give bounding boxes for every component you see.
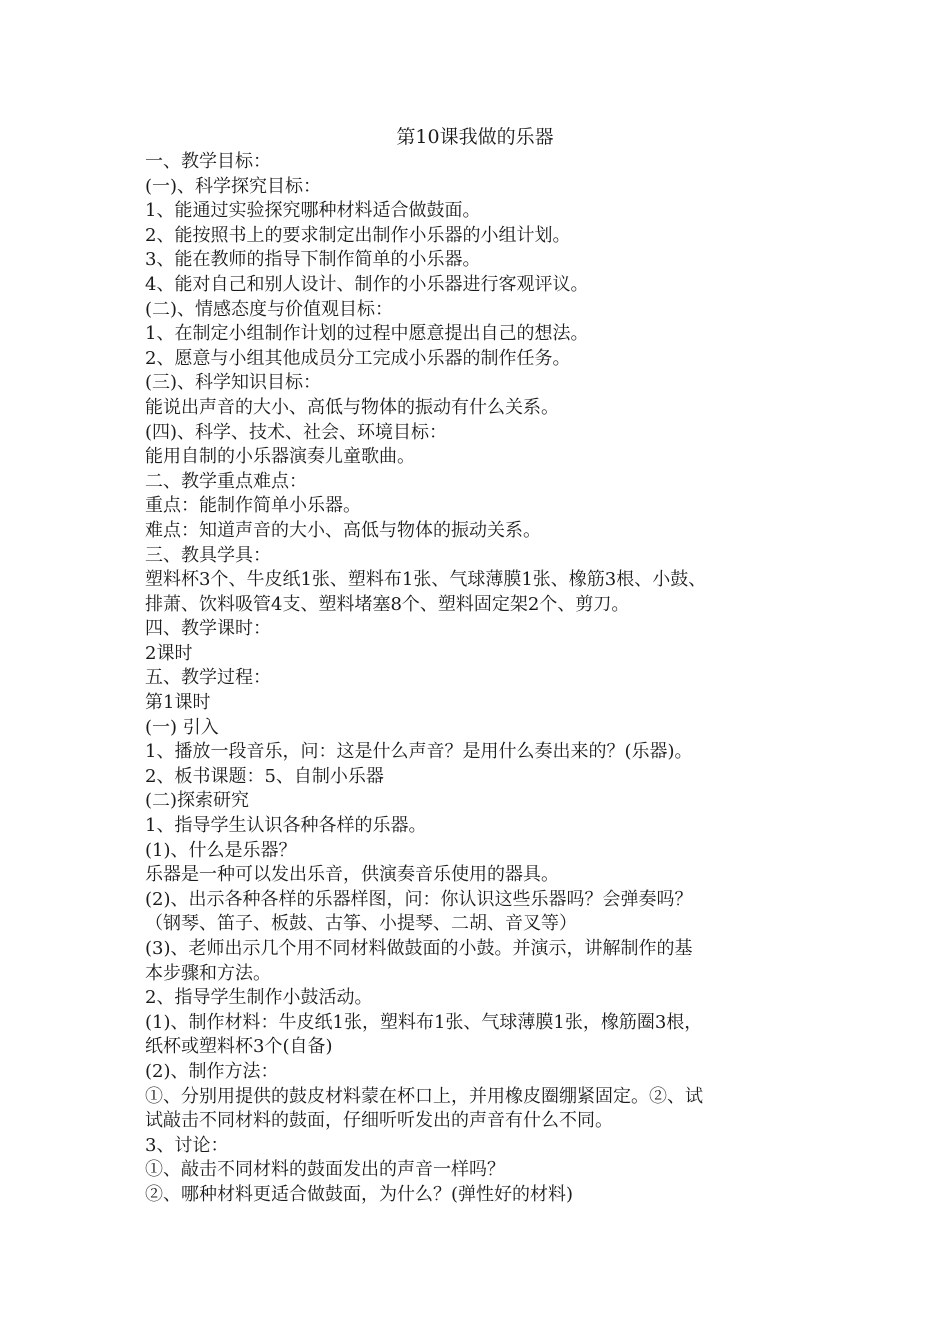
text-line: 四、教学课时： (145, 618, 271, 640)
text-line: 三、教具学具： (145, 544, 271, 566)
text-line: (1)、什么是乐器？ (145, 839, 297, 861)
text-line: 试敲击不同材料的鼓面，仔细听听发出的声音有什么不同。 (145, 1110, 613, 1132)
text-line: 重点：能制作简单小乐器。 (145, 495, 361, 517)
text-line: 能说出声音的大小、高低与物体的振动有什么关系。 (145, 396, 559, 418)
text-line: (二)、情感态度与价值观目标： (145, 298, 394, 320)
text-line: (3)、老师出示几个用不同材料做鼓面的小鼓。并演示，讲解制作的基 (145, 938, 693, 959)
text-line: (2)、出示各种各样的乐器样图，问：你认识这些乐器吗？会弹奏吗？ (145, 888, 693, 910)
text-line: 2、板书课题：5、自制小乐器 (145, 765, 384, 787)
text-line: 乐器是一种可以发出乐音，供演奏音乐使用的器具。 (145, 864, 559, 886)
text-line: ②、哪种材料更适合做鼓面，为什么？(弹性好的材料) (145, 1183, 574, 1205)
text-line: 一、教学目标： (145, 151, 271, 172)
document-title: 第10课我做的乐器 (396, 126, 554, 148)
text-line: 排萧、饮料吸管4支、塑料堵塞8个、塑料固定架2个、剪刀。 (145, 593, 630, 615)
text-line: 2、愿意与小组其他成员分工完成小乐器的制作任务。 (145, 347, 571, 369)
text-line: 五、教学过程： (145, 667, 271, 689)
text-line: 第1课时 (145, 692, 211, 714)
text-line: 2课时 (145, 642, 193, 664)
text-line: (一)、科学探究目标： (145, 175, 322, 197)
text-line: (二)探索研究 (145, 790, 250, 812)
text-line: 纸杯或塑料杯3个(自备) (145, 1036, 333, 1058)
text-line: ①、分别用提供的鼓皮材料蒙在杯口上，并用橡皮圈绷紧固定。②、试 (145, 1085, 703, 1107)
text-line: 难点：知道声音的大小、高低与物体的振动关系。 (145, 519, 541, 541)
text-line: 本步骤和方法。 (145, 962, 271, 984)
text-line: 1、播放一段音乐，问：这是什么声音？是用什么奏出来的？(乐器)。 (145, 741, 693, 763)
text-line: 1、指导学生认识各种各样的乐器。 (145, 815, 427, 837)
text-line: 4、能对自己和别人设计、制作的小乐器进行客观评议。 (145, 273, 589, 295)
text-line: 塑料杯3个、牛皮纸1张、塑料布1张、气球薄膜1张、橡筋3根、小鼓、 (145, 569, 707, 591)
text-line: (1)、制作材料：牛皮纸1张，塑料布1张、气球薄膜1张，橡筋圈3根， (145, 1011, 703, 1033)
text-line: 能用自制的小乐器演奏儿童歌曲。 (145, 446, 415, 468)
text-line: (四)、科学、技术、社会、环境目标： (145, 421, 448, 443)
text-line: 2、指导学生制作小鼓活动。 (145, 987, 373, 1009)
text-line: (2)、制作方法： (145, 1060, 279, 1082)
text-line: 1、能通过实验探究哪种材料适合做鼓面。 (145, 200, 481, 222)
text-line: (一) 引入 (145, 716, 219, 738)
text-line: 1、在制定小组制作计划的过程中愿意提出自己的想法。 (145, 323, 589, 345)
text-line: 3、能在教师的指导下制作简单的小乐器。 (145, 249, 481, 271)
document-body (145, 150, 835, 1208)
text-line: 2、能按照书上的要求制定出制作小乐器的小组计划。 (145, 224, 571, 246)
text-line: （钢琴、笛子、板鼓、古筝、小提琴、二胡、音叉等） (145, 913, 577, 935)
text-line: (三)、科学知识目标： (145, 372, 322, 394)
text-line: 二、教学重点难点： (145, 470, 307, 492)
text-line: ①、敲击不同材料的鼓面发出的声音一样吗？ (145, 1159, 505, 1181)
text-line: 3、讨论： (145, 1134, 229, 1156)
